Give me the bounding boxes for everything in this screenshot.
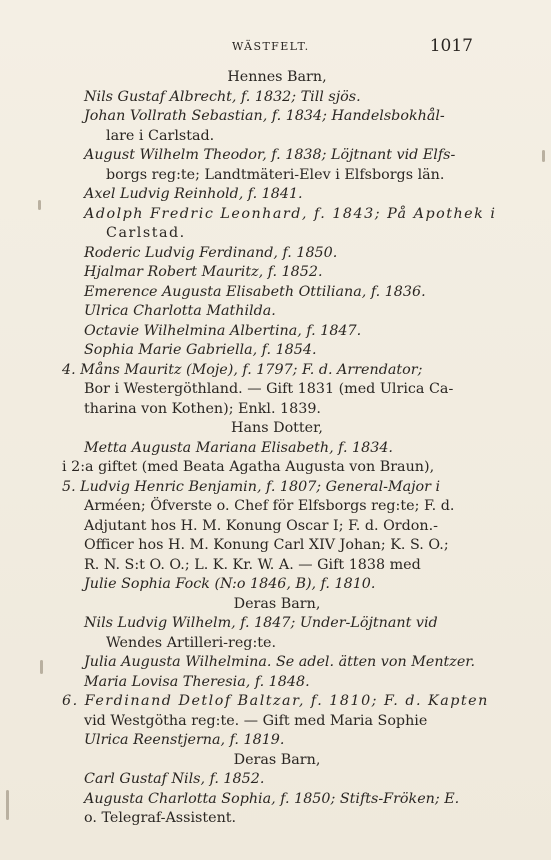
- margin-mark: [38, 200, 41, 210]
- genealogy-text: [62, 68, 497, 829]
- text-line: vid Westgötha reg:te. — Gift med Maria Sophie: [84, 712, 428, 729]
- text-line: Ulrica Charlotta Mathilda.: [84, 303, 276, 319]
- text-line: Adjutant hos H. M. Konung Oscar I; F. d. Ordon.-: [84, 517, 438, 534]
- text-line: Nils Ludvig Wilhelm, f. 1847; Under-Löjtnant vid: [84, 615, 438, 631]
- text-line: Augusta Charlotta Sophia, f. 1850; Stifts-Fröken; E.: [84, 790, 460, 807]
- text-line: i 2:a giftet (med Beata Agatha Augusta von Braun),: [62, 459, 435, 475]
- text-line: Ulrica Reenstjerna, f. 1819.: [84, 732, 285, 748]
- text-line: Octavie Wilhelmina Albertina, f. 1847.: [84, 322, 362, 339]
- text-line: Julia Augusta Wilhelmina. Se adel. ätten von Mentzer.: [84, 654, 476, 670]
- text-line: Bor i Westergöthland. — Gift 1831 (med Ulrica Ca-: [84, 381, 454, 397]
- text-line: Wendes Artilleri-reg:te.: [106, 634, 277, 651]
- text-line: Johan Vollrath Sebastian, f. 1834; Handelsbokhål-: [84, 108, 445, 124]
- margin-mark: [6, 790, 9, 820]
- page-number: 1017: [429, 36, 473, 56]
- section-heading: Hennes Barn,: [227, 69, 327, 85]
- text-line: Axel Ludvig Reinhold, f. 1841.: [84, 186, 303, 202]
- text-line: Julie Sophia Fock (N:o 1846, B), f. 1810.: [84, 576, 376, 592]
- text-line: Arméen; Öfverste o. Chef för Elfsborgs reg:te; F. d.: [84, 498, 455, 514]
- section-heading: Deras Barn,: [233, 751, 321, 768]
- text-line: Hjalmar Robert Mauritz, f. 1852.: [84, 264, 323, 280]
- page-header: [62, 36, 473, 58]
- running-head: WÄSTFELT.: [232, 40, 310, 53]
- text-line: Roderic Ludvig Ferdinand, f. 1850.: [84, 244, 338, 261]
- text-line: o. Telegraf-Assistent.: [84, 810, 237, 826]
- text-line: tharina von Kothen); Enkl. 1839.: [84, 400, 321, 417]
- text-line: Carl Gustaf Nils, f. 1852.: [84, 771, 265, 787]
- text-line: R. N. S:t O. O.; L. K. Kr. W. A. — Gift 1838 med: [84, 556, 421, 573]
- margin-mark: [40, 660, 43, 674]
- entry-line: 6. Ferdinand Detlof Baltzar, f. 1810; F. d. Kapten: [62, 693, 489, 709]
- entry-line: 5. Ludvig Henric Benjamin, f. 1807; General-Major i: [62, 478, 441, 495]
- text-line: Carlstad.: [106, 225, 186, 241]
- text-line: August Wilhelm Theodor, f. 1838; Löjtnant vid Elfs-: [84, 147, 456, 163]
- text-line: Nils Gustaf Albrecht, f. 1832; Till sjös.: [84, 88, 361, 105]
- margin-mark: [542, 150, 545, 162]
- text-line: Metta Augusta Mariana Elisabeth, f. 1834.: [84, 439, 393, 456]
- text-line: lare i Carlstad.: [106, 127, 215, 144]
- section-heading: Deras Barn,: [233, 595, 321, 612]
- section-heading: Hans Dotter,: [231, 420, 323, 436]
- text-line: Emerence Augusta Elisabeth Ottiliana, f. 1836.: [84, 283, 426, 300]
- text-line: Sophia Marie Gabriella, f. 1854.: [84, 342, 317, 358]
- text-line: Adolph Fredric Leonhard, f. 1843; På Apothek i: [84, 205, 497, 222]
- text-line: Officer hos H. M. Konung Carl XIV Johan; K. S. O.;: [84, 537, 449, 553]
- text-line: Maria Lovisa Theresia, f. 1848.: [84, 673, 310, 690]
- text-line: borgs reg:te; Landtmäteri-Elev i Elfsborgs län.: [106, 166, 445, 183]
- entry-line: 4. Måns Mauritz (Moje), f. 1797; F. d. Arrendator;: [62, 361, 423, 378]
